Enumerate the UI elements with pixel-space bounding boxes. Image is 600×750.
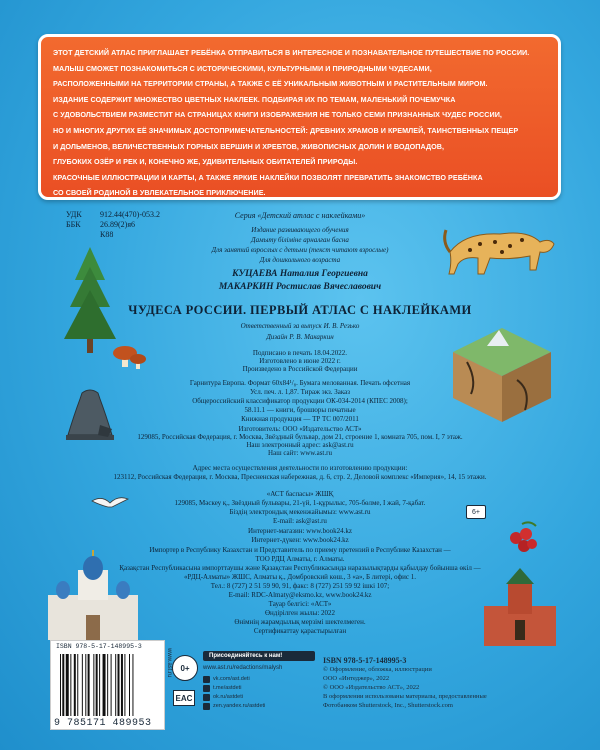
- copyright-block: [323, 656, 487, 710]
- imprint-line: Тауар белгісі: «АСТ»: [268, 600, 332, 608]
- ok-icon: [203, 694, 210, 701]
- imprint-line: Өнімнің жарамдылық мерзімі шектелмеген.: [234, 618, 366, 626]
- imprint-line: Общероссийский классификатор продукции ОК-034-2014 (КПЕС 2008);: [192, 397, 408, 405]
- imprint-line: Сертификаттау қарастырылған: [253, 627, 347, 635]
- imprint-line: E-mail: ask@ast.ru: [273, 517, 327, 525]
- imprint-line: Изготовитель: ООО «Издательство АСТ»: [238, 425, 362, 433]
- vertical-url: www.ast.ru: [166, 648, 172, 678]
- credit-line: Ответственный за выпуск И. В. Резько: [240, 322, 360, 330]
- imprint-line: Произведено в Российской Федерации: [242, 365, 358, 373]
- age-rating-badge: 0+: [172, 655, 198, 681]
- imprint-line: Наш сайт: www.ast.ru: [268, 449, 332, 457]
- social-link-vk[interactable]: vk.com/ast.deti: [203, 675, 315, 684]
- promo-line: СО СВОЕЙ РОДИНОЙ В УВЛЕКАТЕЛЬНОЕ ПРИКЛЮЧЕНИЕ.: [53, 188, 266, 198]
- copyright-line: В оформлении использованы материалы, предоставленные: [323, 693, 487, 700]
- imprint-line: Өндірілген жылы: 2022: [264, 609, 336, 617]
- social-link-telegram[interactable]: t.me/astdeti: [203, 684, 315, 693]
- promo-line: ИЗДАНИЕ СОДЕРЖИТ МНОЖЕСТВО ЦВЕТНЫХ НАКЛЕЕК. ПОДБИРАЯ ИХ ПО ТЕМАМ, МАЛЕНЬКИЙ ПОЧЕМУЧКА: [53, 94, 456, 104]
- imprint-line: «РДЦ-Алматы» ЖШС, Алматы қ., Домбровский көш., 3 «а», Б литері, офис 1.: [184, 573, 416, 581]
- promo-line: МАЛЫШ СМОЖЕТ ПОЗНАКОМИТЬСЯ С ИСТОРИЧЕСКИМИ, КУЛЬТУРНЫМИ И ПРИРОДНЫМИ ЧУДЕСАМИ,: [53, 63, 432, 73]
- imprint-line: Интернет-дүкен: www.book24.kz: [251, 536, 349, 544]
- imprint-line: Книжная продукция — ТР ТС 007/2011: [241, 415, 359, 423]
- credit-line: Дизайн Р. В. Макаркин: [266, 333, 334, 341]
- age-rating-small: 6+: [466, 505, 486, 519]
- promo-box: [38, 34, 561, 200]
- barcode-bars: [58, 654, 158, 716]
- copyright-line: Фотобанком Shutterstock, Inc., Shutterstock.com: [323, 702, 453, 709]
- social-link-zen[interactable]: zen.yandex.ru/astdeti: [203, 702, 315, 711]
- edition-note: Дамыту бiлiмiне арналған басна: [251, 236, 349, 244]
- author-name: МАКАРКИН Ростислав Вячеславович: [218, 282, 382, 292]
- edition-note: Для занятий взрослых с детьми (текст читают взрослые): [211, 246, 389, 254]
- imprint-line: «АСТ баспасы» ЖШҚ: [266, 490, 334, 498]
- barcode-number: 9 785171 489953: [54, 718, 152, 729]
- promo-line: С УДОВОЛЬСТВИЕМ РАЗМЕСТИТ НА СТРАНИЦАХ КНИГИ ИЗОБРАЖЕНИЯ НЕ ТОЛЬКО СЕМИ ПРИЗНАННЫХ ЧУДЕС РОССИИ,: [53, 110, 502, 120]
- bbk-label: ББК: [66, 220, 81, 229]
- imprint-line: Гарнитура Европа. Формат 60х84¹/₈. Бумага мелованная. Печать офсетная: [189, 379, 411, 387]
- imprint-line: Интернет-магазин: www.book24.kz: [248, 527, 352, 535]
- imprint-line: Тел.: 8 (727) 2 51 59 90, 91, факс: 8 (727) 251 59 92 ішкі 107;: [210, 582, 390, 590]
- copyright-line: ООО «Интеджер», 2022: [323, 675, 390, 682]
- copyright-isbn: ISBN 978-5-17-148995-3: [323, 656, 407, 665]
- promo-line: КРАСОЧНЫЕ ИЛЛЮСТРАЦИИ И КАРТЫ, А ТАКЖЕ ЯРКИЕ НАКЛЕЙКИ ПОЗВОЛЯТ ПРЕВРАТИТЬ ЗНАКОМСТВО РЕБЁНКА: [53, 172, 483, 182]
- udk-label: УДК: [66, 210, 82, 219]
- udk-value: 912.44(470)-053.2: [100, 210, 160, 219]
- promo-line: РАСПОЛОЖЕННЫМИ НА ТЕРРИТОРИИ СТРАНЫ, А ТАКЖЕ С ЕЁ УНИКАЛЬНЫМ ЖИВОТНЫМ И РАСТИТЕЛЬНЫМ МИРОМ.: [53, 79, 488, 89]
- imprint-line: ТОО РДЦ Алматы, г. Алматы.: [255, 555, 345, 563]
- promo-line: ЭТОТ ДЕТСКИЙ АТЛАС ПРИГЛАШАЕТ РЕБЁНКА ОТПРАВИТЬСЯ В ИНТЕРЕСНОЕ И ПОЗНАВАТЕЛЬНОЕ ПУТЕШЕСТВИЕ ПО РОССИИ.: [53, 48, 530, 57]
- imprint-line: 129085, Мәскеу қ., Звёздный бульвары, 21-үй, 1-құрылыс, 705-бөлме, I жай, 7-қабат.: [174, 499, 426, 507]
- k-value: К88: [100, 230, 114, 239]
- edition-note: Для дошкольного возраста: [259, 256, 341, 264]
- social-main-link[interactable]: www.ast.ru/redactions/malysh: [203, 665, 283, 671]
- copyright-line: © ООО «Издательство АСТ», 2022: [323, 684, 420, 691]
- imprint-line: Адрес места осуществления деятельности по изготовлению продукции:: [192, 464, 408, 472]
- promo-line: НО И МНОГИХ ДРУГИХ ЕЁ ЗНАЧИМЫХ ДОСТОПРИМЕЧАТЕЛЬНОСТЕЙ: ДРЕВНИХ ХРАМОВ И КРЕМЛЕЙ, ТАИНСТВЕННЫХ ПЕЩЕР: [53, 125, 519, 135]
- imprint-line: 58.11.1 — книги, брошюры печатные: [244, 406, 356, 414]
- imprint-line: Наш электронный адрес: ask@ast.ru: [246, 441, 354, 449]
- imprint-line: Біздің электрондық мекенжайымыз: www.ast.ru: [229, 508, 371, 516]
- social-links: [203, 651, 315, 711]
- imprint-line: 123112, Российская Федерация, г. Москва, Пресненская набережная, д. 6, стр. 2, Деловой комплекс «Империя», 14, 15 этажи.: [113, 473, 487, 481]
- imprint-line: Подписано в печать 18.04.2022.: [252, 349, 348, 357]
- telegram-icon: [203, 685, 210, 692]
- promo-line: И ДОЛЬМЕНОВ, ВЕЛИЧЕСТВЕННЫХ ГОРНЫХ ВЕРШИН И ХРЕБТОВ, ЖИВОПИСНЫХ ДОЛИН И ВОДОПАДОВ,: [53, 141, 445, 151]
- eac-mark: EAC: [173, 690, 195, 706]
- imprint-line: E-mail: RDC-Almaty@eksmo.kz, www.book24.kz: [228, 591, 372, 599]
- imprint-line: Усл. печ. л. 1,87. Тираж экз. Заказ: [249, 388, 351, 396]
- imprint-line: Импортер в Республику Казахстан и Представитель по приему претензий в Республике Казахстан —: [149, 546, 451, 554]
- edition-note: Издание развивающего обучения: [251, 226, 349, 234]
- imprint-line: Изготовлено в июне 2022 г.: [259, 357, 341, 365]
- zen-icon: [203, 703, 210, 710]
- book-title: ЧУДЕСА РОССИИ. ПЕРВЫЙ АТЛАС С НАКЛЕЙКАМИ: [128, 303, 472, 317]
- promo-line: ГЛУБОКИХ ОЗЁР И РЕК И, КОНЕЧНО ЖЕ, УДИВИТЕЛЬНЫХ ОБИТАТЕЛЕЙ ПРИРОДЫ.: [53, 157, 358, 167]
- author-name: КУЦАЕВА Наталия Георгиевна: [232, 269, 368, 279]
- vk-icon: [203, 676, 210, 683]
- bbk-value: 26.89(2)я6: [100, 220, 136, 229]
- barcode-isbn: ISBN 978-5-17-148995-3: [56, 643, 142, 650]
- imprint-line: 129085, Российская Федерация, г. Москва, Звёздный бульвар, дом 21, строение 1, комната 705, пом. I, 7 этаж.: [137, 433, 463, 441]
- social-link-ok[interactable]: ok.ru/astdeti: [203, 693, 315, 702]
- series-title: Серия «Детский атлас с наклейками»: [234, 211, 366, 220]
- social-header: Присоединяйтесь к нам!: [203, 651, 315, 661]
- copyright-line: © Оформление, обложка, иллюстрации: [323, 666, 432, 673]
- imprint-line: Қазақстан Республикасына импорттаушы және Қазақстан Республикасында наразылықтарды қабылдау бойынша өкіл —: [119, 564, 481, 572]
